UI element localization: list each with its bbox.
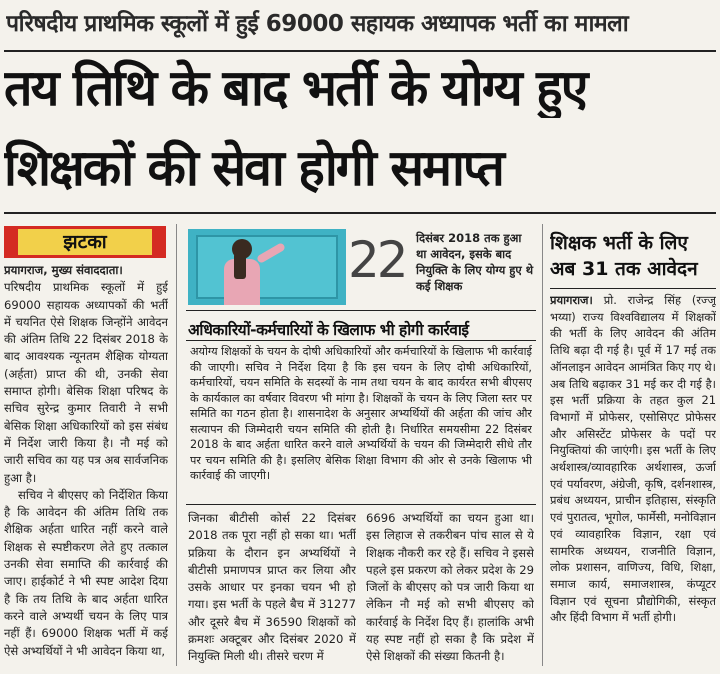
- right-story-body: [550, 292, 716, 666]
- headline-line-2: शिक्षकों की सेवा होगी समाप्त: [4, 139, 503, 197]
- left-column: [4, 262, 168, 666]
- left-paragraph-2: सचिव ने बीएसए को निर्देशित किया है कि आवेदन की अंतिम तिथि तक शैक्षिक अर्हता धारित नहीं करने वाले शिक्षक से स्पष्टीकरण लेते हुए तत्काल उनकी सेवा समाप्ति की कार्रवाई की जाए। हाईकोर्ट ने भी स्पष्ट आदेश दिया है कि तय तिथि के बाद अर्हता धारित करने वाले अभ्यर्थी चयन के लिए पात्र नहीं हैं। 69000 शिक्षक भर्ती में कई ऐसे अभ्यर्थियों ने भी आवेदन किया था,: [4, 487, 168, 658]
- kicker-line: परिषदीय प्राथमिक स्कूलों में हुई 69000 सहायक अध्यापक भर्ती का मामला: [6, 11, 629, 37]
- subheadline: अधिकारियों-कर्मचारियों के खिलाफ भी होगी कार्रवाई: [188, 321, 469, 339]
- jhatka-badge: [4, 226, 166, 258]
- headline-line-1: तय तिथि के बाद भर्ती के योग्य हुए: [4, 59, 587, 117]
- subhead-top-rule: [186, 310, 536, 311]
- right-story-title-1: शिक्षक भर्ती के लिए: [550, 232, 688, 254]
- byline: प्रयागराज, मुख्य संवाददाता।: [4, 263, 123, 277]
- column-divider-1: [176, 224, 177, 666]
- column-3: 6696 अभ्यर्थियों का चयन हुआ था। इस लिहाज से तकरीबन पांच साल से ये शिक्षक नौकरी कर रहे हैं। सचिव ने इससे पहले इस प्रकरण को लेकर प्रदेश के 29 जिलों के बीएसए को पत्र जारी किया था लेकिन नौ मई को सभी बीएसए को कार्रवाई के निर्देश दिए हैं। हालांकि अभी यह स्पष्ट नहीं हो सका है कि प्रदेश में ऐसे शिक्षकों की संख्या कितनी है।: [366, 511, 534, 664]
- photo-head: [232, 239, 252, 259]
- right-title-rule: [550, 288, 716, 289]
- left-paragraph-1: परिषदीय प्राथमिक स्कूलों में हुई 69000 सहायक अध्यापकों की भर्ती में चयनित ऐसे शिक्षक जिन्होंने आवेदन की अंतिम तिथि 22 दिसंबर 2018 के बाद आवश्यक न्यूनतम शैक्षिक योग्यता (अर्हता) प्राप्त की थी, उनकी सेवा समाप्त होगी। बेसिक शिक्षा परिषद के सचिव सुरेन्द्र कुमार तिवारी ने सभी बेसिक शिक्षा अधिकारियों को इस संबंध में निर्देश जारी किया है। नौ मई को जारी सचिव का यह पत्र अब सार्वजनिक हुआ है।: [4, 280, 168, 485]
- headline-divider: [4, 212, 716, 214]
- middle-block: अयोग्य शिक्षकों के चयन के दोषी अधिकारियों और कर्मचारियों के खिलाफ भी कार्रवाई की जाएगी। सचिव ने निर्देश दिया है कि इस चयन के लिए दोषी अधिकारियों, कर्मचारियों, चयन समिति के सदस्यों के नाम तथा चयन के बाद कार्यरत सभी बीएसए के कार्यकाल का वर्षवार विवरण भी मांगा है। शिक्षकों के चयन के लिए जिला स्तर पर समिति का गठन होता है। शासनादेश के अनुसार अभ्यर्थियों की अर्हता की जांच और सत्यापन की जिम्मेदारी चयन समिति की होती है। निर्धारित समयसीमा 22 दिसंबर 2018 के बाद अर्हता धारित करने वाले अभ्यर्थियों के चयन की जिम्मेदारी सीधे तौर पर चयन समिति की है। इसलिए बेसिक शिक्षा विभाग की ओर से उनके खिलाफ भी कार्रवाई की जाएगी।: [190, 345, 532, 482]
- chalkboard: [196, 235, 338, 299]
- callout-text: दिसंबर 2018 तक हुआ था आवेदन, इसके बाद नियुक्ति के लिए योग्य हुए थे कई शिक्षक: [416, 231, 534, 293]
- middle-block-bottom-rule: [186, 504, 536, 505]
- callout-number: 22: [348, 231, 406, 289]
- column-divider-2: [542, 224, 543, 666]
- column-2: जिनका बीटीसी कोर्स 22 दिसंबर 2018 तक पूरा नहीं हो सका था। भर्ती प्रक्रिया के दौरान इन अभ्यर्थियों ने बीटीसी प्रमाणपत्र प्राप्त कर लिया और उसके आधार पर इनका चयन भी हो गया। इस भर्ती के पहले बैच में 31277 और दूसरे बैच में 36590 शिक्षकों को क्रमशः अक्टूबर और दिसंबर 2020 में नियुक्ति मिली थी। तीसरे चरण में: [188, 511, 356, 664]
- badge-label: झटका: [18, 229, 152, 255]
- teacher-photo: [188, 229, 346, 305]
- right-story-text: प्रो. राजेन्द्र सिंह (रज्जू भय्या) राज्य विश्वविद्यालय में शिक्षकों की भर्ती के लिए आवेदन की अंतिम तिथि बढ़ा दी गई है। पूर्व में 17 मई तक ऑनलाइन आवेदन आमंत्रित किए गए थे। अब तिथि बढ़ाकर 31 मई कर दी गई है। इस भर्ती प्रक्रिया के तहत कुल 21 विभागों में प्रोफेसर, एसोसिएट प्रोफेसर और असिस्टेंट प्रोफेसर के पदों पर नियुक्तियां की जाएंगी। इस भर्ती के लिए अर्थशास्त्र/व्यावहारिक अर्थशास्त्र, ऊर्जा एवं पर्यावरण, अंग्रेजी, कृषि, दर्शनशास्त्र, प्रबंध अध्ययन, प्राचीन इतिहास, संस्कृति एवं पुरातत्व, भूगोल, फार्मेसी, मनोविज्ञान एवं व्यावहारिक विज्ञान, रक्षा एवं सामरिक अध्ययन, राजनीति विज्ञान, लोक प्रशासन, वाणिज्य, विधि, शिक्षा, समाज कार्य, समाजशास्त्र, कंप्यूटर विज्ञान एवं सूचना प्रौद्योगिकी, संस्कृत और हिंदी विभाग में भर्ती होगी।: [550, 293, 716, 625]
- right-story-title-2: अब 31 तक आवेदन: [550, 258, 698, 280]
- right-byline: प्रयागराज।: [550, 293, 593, 307]
- subhead-bottom-rule: [186, 340, 536, 341]
- kicker-divider: [4, 50, 716, 52]
